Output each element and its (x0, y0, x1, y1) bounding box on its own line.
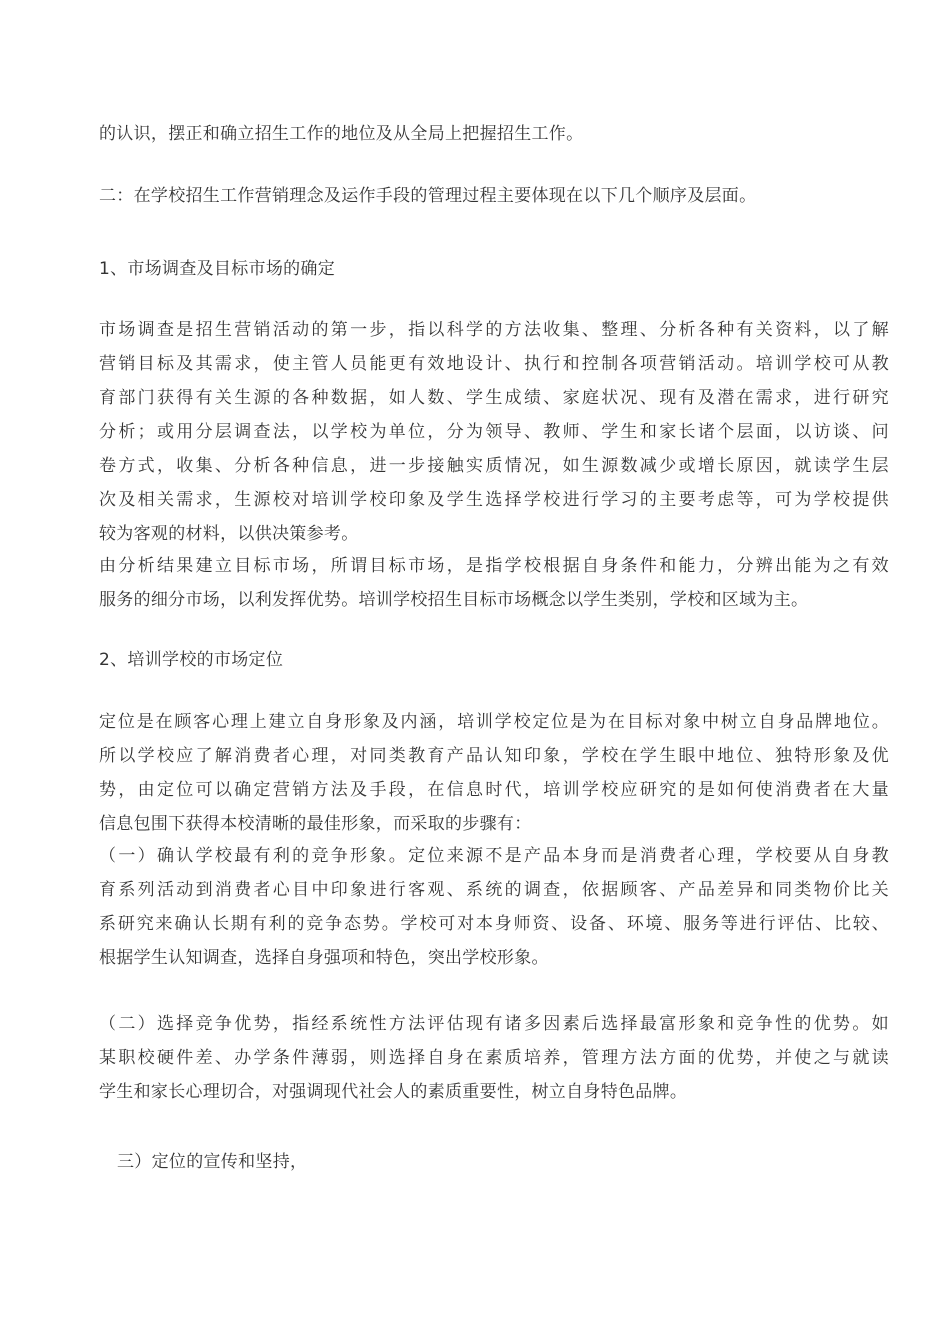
section-heading: 二：在学校招生工作营销理念及运作手段的管理过程主要体现在以下几个顺序及层面。 (99, 186, 757, 206)
paragraph-line: 市场调查是招生营销活动的第一步，指以科学的方法收集、整理、分析各种有关资料，以了解 (99, 320, 889, 340)
paragraph-line: 卷方式，收集、分析各种信息，进一步接触实质情况，如生源数减少或增长原因，就读学生层 (99, 456, 889, 476)
paragraph-line: 信息包围下获得本校清晰的最佳形象，而采取的步骤有： (99, 814, 532, 834)
paragraph-line: 定位是在顾客心理上建立自身形象及内涵，培训学校定位是为在目标对象中树立自身品牌地位。 (99, 712, 889, 732)
paragraph-line: （二）选择竞争优势，指经系统性方法评估现有诸多因素后选择最富形象和竞争性的优势。如 (99, 1014, 889, 1034)
paragraph-line: 的认识，摆正和确立招生工作的地位及从全局上把握招生工作。 (99, 124, 584, 144)
paragraph-line: 次及相关需求，生源校对培训学校印象及学生选择学校进行学习的主要考虑等，可为学校提供 (99, 490, 889, 510)
paragraph-line: 所以学校应了解消费者心理，对同类教育产品认知印象，学校在学生眼中地位、独特形象及优 (99, 746, 889, 766)
paragraph-line: 育部门获得有关生源的各种数据，如人数、学生成绩、家庭状况、现有及潜在需求，进行研究 (99, 388, 889, 408)
paragraph-line: （一）确认学校最有利的竞争形象。定位来源不是产品本身而是消费者心理，学校要从自身教 (99, 846, 889, 866)
paragraph-line: 势，由定位可以确定营销方法及手段，在信息时代，培训学校应研究的是如何使消费者在大量 (99, 780, 889, 800)
paragraph-line: 系研究来确认长期有利的竞争态势。学校可对本身师资、设备、环境、服务等进行评估、比较、 (99, 914, 889, 934)
paragraph-line: 较为客观的材料，以供决策参考。 (99, 524, 359, 544)
paragraph-line: 由分析结果建立目标市场，所谓目标市场，是指学校根据自身条件和能力，分辨出能为之有效 (99, 556, 889, 576)
paragraph-line: 分析；或用分层调查法，以学校为单位，分为领导、教师、学生和家长诸个层面，以访谈、问 (99, 422, 889, 442)
subsection-heading: 三）定位的宣传和坚持， (117, 1152, 308, 1172)
paragraph-line: 学生和家长心理切合，对强调现代社会人的素质重要性，树立自身特色品牌。 (99, 1082, 688, 1102)
paragraph-line: 根据学生认知调查，选择自身强项和特色，突出学校形象。 (99, 948, 549, 968)
paragraph-line: 某职校硬件差、办学条件薄弱，则选择自身在素质培养，管理方法方面的优势，并使之与就读 (99, 1048, 889, 1068)
paragraph-line: 服务的细分市场，以利发挥优势。培训学校招生目标市场概念以学生类别，学校和区域为主。 (99, 590, 809, 610)
paragraph-line: 育系列活动到消费者心目中印象进行客观、系统的调查，依据顾客、产品差异和同类物价比关 (99, 880, 889, 900)
subsection-heading: 2、培训学校的市场定位 (99, 650, 284, 670)
subsection-heading: 1、市场调查及目标市场的确定 (99, 259, 336, 279)
paragraph-line: 营销目标及其需求，使主管人员能更有效地设计、执行和控制各项营销活动。培训学校可从教 (99, 354, 889, 374)
